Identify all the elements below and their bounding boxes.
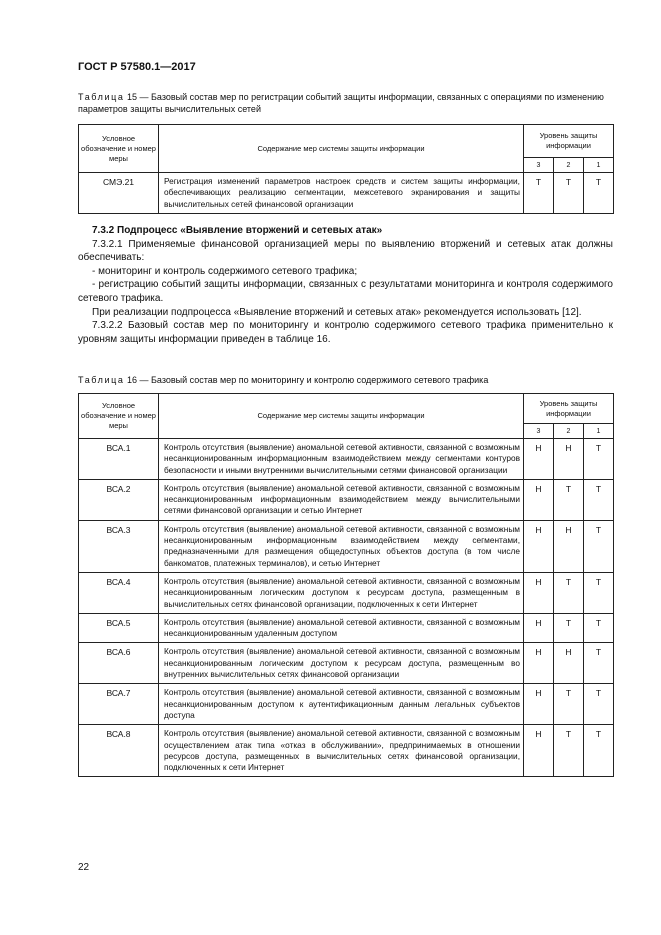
table16-caption-lead: Таблица	[78, 375, 125, 385]
table-row	[79, 173, 614, 214]
table15-level-3: 3	[524, 158, 554, 173]
measure-code: ВСА.1	[79, 439, 159, 480]
level-3-value: Н	[524, 479, 554, 520]
table16-level-3: 3	[524, 424, 554, 439]
measure-description: Контроль отсутствия (выявление) аномальной сетевой активности, связанной с возможным несанкционированным логическим доступом к ресурсам доступа, размещенным в вычислительных сетях финансовой организации, подключенных к сети Интернет	[159, 572, 524, 613]
level-1-value: Т	[584, 439, 614, 480]
level-2-value: Т	[554, 725, 584, 777]
measure-code: ВСА.3	[79, 520, 159, 572]
measure-code: ВСА.6	[79, 643, 159, 684]
measure-code: СМЭ.21	[79, 173, 159, 214]
bullet-item: - мониторинг и контроль содержимого сетевого трафика;	[92, 265, 358, 277]
level-3-value: Н	[524, 643, 554, 684]
paragraph: 7.3.2.2 Базовый состав мер по мониторингу и контролю содержимого сетевого трафика применительно к уровням защиты информации приведен в таблице 16.	[78, 320, 613, 345]
measure-description: Контроль отсутствия (выявление) аномальной сетевой активности, связанной с возможным несанкционированным удаленным доступом	[159, 613, 524, 643]
level-1-value: Т	[584, 725, 614, 777]
table15-header-content: Содержание мер системы защиты информации	[159, 125, 524, 173]
paragraph: При реализации подпроцесса «Выявление вторжений и сетевых атак» рекомендуется использовать [12].	[92, 306, 582, 318]
level-2-value: Н	[554, 439, 584, 480]
level-2-value: Н	[554, 643, 584, 684]
bullet-item: - регистрацию событий защиты информации, связанных с результатами мониторинга и контроля содержимого сетевого трафика.	[78, 279, 613, 304]
level-1-value: Т	[584, 643, 614, 684]
document-header: ГОСТ Р 57580.1—2017	[78, 61, 196, 73]
measure-code: ВСА.7	[79, 684, 159, 725]
section-body	[78, 224, 613, 346]
measure-description: Контроль отсутствия (выявление) аномальной сетевой активности, связанной с возможным несанкционированным доступом к аутентификационным данным легальных субъектов доступа	[159, 684, 524, 725]
table-row	[79, 643, 614, 684]
level-1-value: Т	[584, 684, 614, 725]
table-row	[79, 572, 614, 613]
paragraph: 7.3.2.1 Применяемые финансовой организацией меры по выявлению вторжений и сетевых атак должны обеспечивать:	[78, 238, 613, 264]
table16	[78, 393, 614, 777]
level-2-value: Т	[554, 613, 584, 643]
table16-caption	[78, 374, 614, 386]
table16-caption-text: 16 — Базовый состав мер по мониторингу и контролю содержимого сетевого трафика	[124, 375, 489, 385]
table15-caption	[78, 91, 614, 115]
table15	[78, 124, 614, 214]
level-1-value: Т	[584, 479, 614, 520]
table16-level-1: 1	[584, 424, 614, 439]
level-3-value: Т	[524, 173, 554, 214]
level-3-value: Н	[524, 572, 554, 613]
level-2-value: Т	[554, 684, 584, 725]
level-3-value: Н	[524, 613, 554, 643]
table15-caption-lead: Таблица	[78, 92, 125, 102]
table15-header-code: Условное обозначение и номер меры	[79, 125, 159, 173]
measure-code: ВСА.2	[79, 479, 159, 520]
level-1-value: Т	[584, 613, 614, 643]
measure-description: Контроль отсутствия (выявление) аномальной сетевой активности, связанной с возможным несанкционированным информационным взаимодействием между сегментами контуров безопасности и иными внутренними вычислительными сетями финансовой организации	[159, 439, 524, 480]
table-row	[79, 520, 614, 572]
table-row	[79, 479, 614, 520]
table16-header-level: Уровень защиты информации	[524, 394, 614, 424]
table16-level-2: 2	[554, 424, 584, 439]
level-2-value: Н	[554, 520, 584, 572]
page-number: 22	[78, 862, 90, 873]
measure-description: Контроль отсутствия (выявление) аномальной сетевой активности, связанной с возможным осуществлением атак типа «отказ в обслуживании», предпринимаемых в отношении ресурсов доступа, размещенных в вычислительных сетях финансовой организации, подключенных к сети Интернет	[159, 725, 524, 777]
measure-code: ВСА.8	[79, 725, 159, 777]
table15-level-1: 1	[584, 158, 614, 173]
measure-code: ВСА.5	[79, 613, 159, 643]
table-row	[79, 725, 614, 777]
measure-description: Контроль отсутствия (выявление) аномальной сетевой активности, связанной с возможным несанкционированным логическим доступом к ресурсам доступа, размещенным во внутренних вычислительных сетях финансовой организации	[159, 643, 524, 684]
level-1-value: Т	[584, 572, 614, 613]
level-2-value: Т	[554, 572, 584, 613]
level-2-value: Т	[554, 173, 584, 214]
level-1-value: Т	[584, 520, 614, 572]
level-1-value: Т	[584, 173, 614, 214]
table15-header-level: Уровень защиты информации	[524, 125, 614, 158]
measure-description: Регистрация изменений параметров настроек средств и систем защиты информации, обеспечивающих реализацию сегментации, межсетевого экранирования и защиты вычислительных сетей финансовой организации	[159, 173, 524, 214]
measure-description: Контроль отсутствия (выявление) аномальной сетевой активности, связанной с возможным несанкционированным информационным взаимодействием между сегментами, предназначенными для размещения общедоступных объектов доступа (в том числе банкоматов, платежных терминалов), и сетью Интернет	[159, 520, 524, 572]
table15-level-2: 2	[554, 158, 584, 173]
table-row	[79, 613, 614, 643]
table-row	[79, 684, 614, 725]
level-3-value: Н	[524, 520, 554, 572]
table15-caption-text: 15 — Базовый состав мер по регистрации событий защиты информации, связанных с операциями по изменению параметров защиты вычислительных сетей	[78, 92, 604, 114]
section-title: 7.3.2 Подпроцесс «Выявление вторжений и сетевых атак»	[92, 225, 383, 236]
table16-header-code: Условное обозначение и номер меры	[79, 394, 159, 439]
measure-description: Контроль отсутствия (выявление) аномальной сетевой активности, связанной с возможным несанкционированным информационным взаимодействием между вычислительными сетями финансовой организации и сетью Интернет	[159, 479, 524, 520]
table-row	[79, 439, 614, 480]
level-2-value: Т	[554, 479, 584, 520]
level-3-value: Н	[524, 725, 554, 777]
measure-code: ВСА.4	[79, 572, 159, 613]
level-3-value: Н	[524, 684, 554, 725]
level-3-value: Н	[524, 439, 554, 480]
table16-header-content: Содержание мер системы защиты информации	[159, 394, 524, 439]
